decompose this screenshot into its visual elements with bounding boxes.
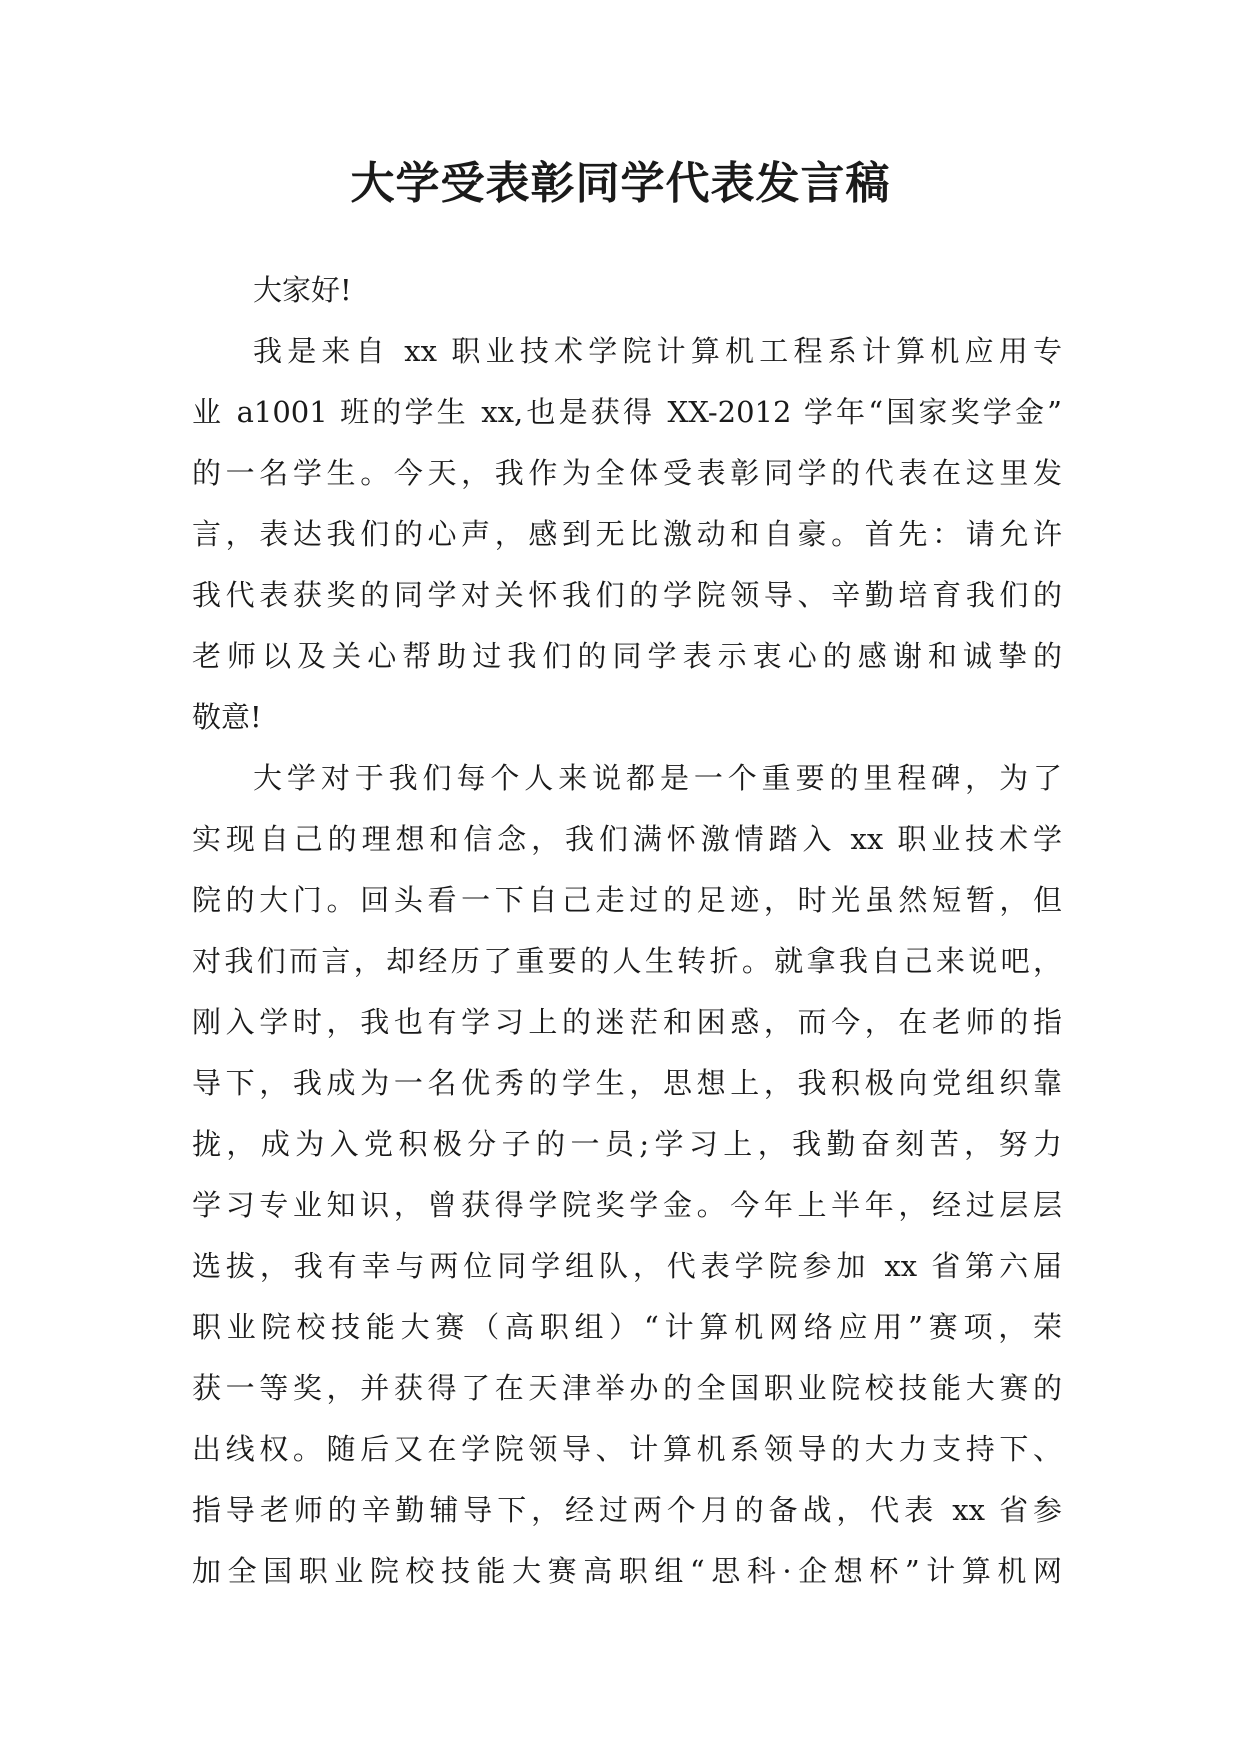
text-line: 指导老师的辛勤辅导下，经过两个月的备战，代表 xx 省参 <box>192 1493 1062 1527</box>
document-body <box>192 260 1062 1602</box>
text-line: 敬意! <box>192 700 262 734</box>
paragraph-university-experience <box>192 748 1062 1602</box>
text-line: 大家好! <box>253 273 352 307</box>
text-line: 职业院校技能大赛（高职组）“计算机网络应用”赛项，荣 <box>192 1310 1062 1344</box>
text-line: 出线权。随后又在学院领导、计算机系领导的大力支持下、 <box>192 1432 1062 1466</box>
paragraph-introduction <box>192 321 1062 748</box>
text-line: 我是来自 xx 职业技术学院计算机工程系计算机应用专 <box>253 334 1062 368</box>
text-line: 拢，成为入党积极分子的一员;学习上，我勤奋刻苦，努力 <box>192 1127 1062 1161</box>
text-line: 加全国职业院校技能大赛高职组“思科·企想杯”计算机网 <box>192 1554 1062 1588</box>
text-line: 选拔，我有幸与两位同学组队，代表学院参加 xx 省第六届 <box>192 1249 1062 1283</box>
text-line: 院的大门。回头看一下自己走过的足迹，时光虽然短暂，但 <box>192 883 1062 917</box>
text-line: 导下，我成为一名优秀的学生，思想上，我积极向党组织靠 <box>192 1066 1062 1100</box>
text-line: 业 a1001 班的学生 xx,也是获得 XX-2012 学年“国家奖学金” <box>192 395 1062 429</box>
text-line: 大学对于我们每个人来说都是一个重要的里程碑，为了 <box>253 761 1062 795</box>
text-line: 学习专业知识，曾获得学院奖学金。今年上半年，经过层层 <box>192 1188 1062 1222</box>
text-line: 对我们而言，却经历了重要的人生转折。就拿我自己来说吧， <box>192 944 1062 978</box>
text-line: 刚入学时，我也有学习上的迷茫和困惑，而今，在老师的指 <box>192 1005 1062 1039</box>
text-line: 的一名学生。今天，我作为全体受表彰同学的代表在这里发 <box>192 456 1062 490</box>
document-title: 大学受表彰同学代表发言稿 <box>350 158 891 209</box>
text-line: 言，表达我们的心声，感到无比激动和自豪。首先：请允许 <box>192 517 1062 551</box>
text-line: 获一等奖，并获得了在天津举办的全国职业院校技能大赛的 <box>192 1371 1062 1405</box>
text-line: 实现自己的理想和信念，我们满怀激情踏入 xx 职业技术学 <box>192 822 1062 856</box>
text-line: 老师以及关心帮助过我们的同学表示衷心的感谢和诚挚的 <box>192 639 1062 673</box>
paragraph-greeting <box>192 260 1062 321</box>
text-line: 我代表获奖的同学对关怀我们的学院领导、辛勤培育我们的 <box>192 578 1062 612</box>
